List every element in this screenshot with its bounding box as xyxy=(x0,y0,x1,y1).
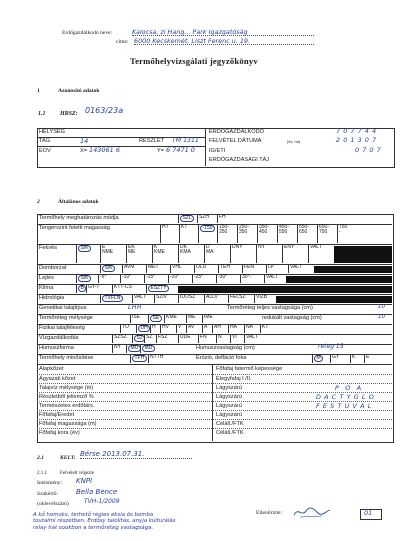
erosion_opts-option xyxy=(312,355,329,363)
fekves_opts-option xyxy=(204,245,229,263)
fofaj-eredet-label: Főfafaj/Eredet xyxy=(39,412,75,418)
water_opts-option-label: N xyxy=(218,334,222,340)
domborzat_opts-option xyxy=(266,265,287,273)
physical_opts-option-label: HV xyxy=(162,324,169,330)
erosion-label: Erózió, defláció foka xyxy=(196,355,247,361)
lejtes_opts-option xyxy=(98,275,119,283)
section3-number: 2.1 xyxy=(37,455,44,461)
intezmeny-value: KNPI xyxy=(76,477,93,485)
qualifier_opts-option-label: NTTH xyxy=(150,354,164,360)
plant-codes-row3: F E S T U V A L xyxy=(316,402,372,410)
intezmeny-label: Intézmény: xyxy=(37,480,63,486)
grid-row-line xyxy=(37,410,392,411)
depth_opts-option-label: IME xyxy=(204,314,213,320)
lejtes_opts-option-label: -30° xyxy=(218,274,228,280)
physical_opts-option-label: V xyxy=(178,324,182,330)
lejtes_opts-option-label: -10° xyxy=(122,274,132,280)
height-label: Tengerszint feletti magasság xyxy=(39,225,110,231)
section1-sub-number: 1.1 xyxy=(38,111,46,117)
domborzat_opts-option-label: VHL xyxy=(172,264,182,270)
lejtes_opts-option-label: -5° xyxy=(100,274,107,280)
erosion_opts-option-label: K xyxy=(352,354,356,360)
helyseg-label: HELYSÉG xyxy=(39,129,66,135)
depth_opts-option-label: ISE xyxy=(132,314,141,320)
fekves_opts-option-label: D MA xyxy=(206,244,214,256)
hidrologia_opts-option-label: FELSZ xyxy=(230,294,246,300)
termeszetes-label: Természetes erdőtárs. xyxy=(39,403,95,409)
method_opts-option-label: SZH xyxy=(199,214,209,220)
hidrologia_opts-option xyxy=(254,295,275,303)
height_opts-option-label: -150 xyxy=(200,225,215,232)
grid-row-line xyxy=(37,428,392,429)
height_opts-option xyxy=(198,225,216,243)
owner-value: Kalocsa, zi Hang... Park Igazgatóság xyxy=(132,29,314,36)
water_opts-option-label: FN xyxy=(200,334,207,340)
domborzat_opts-option-label: LP xyxy=(268,264,275,270)
physical_opts-option-label: A xyxy=(204,324,208,330)
domborzat_opts-option-label: FEN xyxy=(244,264,254,270)
water_opts-option xyxy=(112,335,131,343)
fekves_opts-option xyxy=(178,245,203,263)
y-label: Y= xyxy=(157,148,164,154)
domborzat_opts-option xyxy=(194,265,217,273)
hidrologia_opts-option xyxy=(228,295,253,303)
oklevel-value: TVH-1/2009 xyxy=(84,498,120,505)
fekves_opts-option xyxy=(76,245,99,263)
water_opts-option xyxy=(156,335,177,343)
kelt-value: Bérse 2013.07.31. xyxy=(80,451,192,459)
physical_opts-option xyxy=(160,325,175,333)
domborzat_opts-option xyxy=(288,265,313,273)
humus_form_opts-option xyxy=(126,345,139,353)
domborzat_opts-option-label: SIK xyxy=(102,265,115,272)
grid-row-line xyxy=(37,374,392,375)
height_opts-option-label: 750 - xyxy=(339,224,348,236)
x-label: X= xyxy=(80,148,87,154)
blacked-out-cell xyxy=(286,276,392,283)
height_opts-option-label: KT xyxy=(181,224,188,230)
hidrologia_opts-option xyxy=(178,295,203,303)
talajviz-label: Talajvíz mélysége (m) xyxy=(39,385,94,391)
fekves-label: Fekvés xyxy=(39,245,58,251)
lejtes-label: Lejtés xyxy=(39,275,54,281)
hidrologia-label: Hidrológia xyxy=(39,295,65,301)
water_opts-option-label: SZSZ xyxy=(114,334,127,340)
klima_opts-option xyxy=(76,285,85,293)
klima_opts-option xyxy=(146,285,177,293)
y-value: 6 7471 0 xyxy=(166,146,195,154)
physical_opts-option-label: TO xyxy=(122,324,129,330)
physical_opts-option-label: H xyxy=(152,324,156,330)
height_opts-option xyxy=(237,225,256,243)
plant-codes-row1: P O A xyxy=(335,384,364,392)
tag-value: 14 xyxy=(80,137,89,145)
felvetel-by-label: Felvételt végezte xyxy=(60,471,95,476)
total-depth-label: Termőréteg teljes vastagsága (cm) xyxy=(227,305,313,311)
physical_opts-option xyxy=(150,325,159,333)
address-value: 6000 Kecskemét, Liszt Ferenc u. 19. xyxy=(134,38,314,45)
depth_opts-option xyxy=(202,315,223,323)
lagyszaru-label-2: Lágyszárú xyxy=(216,394,242,400)
depth_opts-option-label: ME xyxy=(188,314,196,320)
height_opts-option xyxy=(277,225,296,243)
domborzat_opts-option xyxy=(242,265,265,273)
water_opts-option xyxy=(244,335,263,343)
method_opts-option xyxy=(178,215,196,223)
domborzat_opts-option-label: OLD xyxy=(196,264,207,270)
height_opts-option-label: 550- 650 xyxy=(299,224,310,236)
felvetel-label: FELVÉTEL DÁTUMA xyxy=(209,138,262,144)
fekves_opts-option xyxy=(152,245,177,263)
water_opts-option-label: ÜDE xyxy=(180,334,191,340)
lejtes_opts-option xyxy=(216,275,239,283)
qualifier_opts-option xyxy=(130,355,147,363)
section1-number: 1 xyxy=(37,88,40,94)
klima-label: Klíma xyxy=(39,285,54,291)
fekves_opts-option-label: DNY xyxy=(232,244,243,250)
klima_opts-option xyxy=(112,285,145,293)
domborzat_opts-option xyxy=(146,265,169,273)
erdogazdalkodo-value: 7 0 7 7 4 4 xyxy=(336,127,377,135)
hidrologia_opts-option xyxy=(204,295,227,303)
domborzat_opts-option-label: AVM xyxy=(124,264,135,270)
physical_opts-option-label: KT xyxy=(262,324,269,330)
lejtes_opts-option xyxy=(76,275,97,283)
grid-row-line xyxy=(37,419,392,420)
physical_opts-option-label: HA xyxy=(230,324,237,330)
physical-label: Fizikai talajféleség xyxy=(39,325,85,331)
reduced-depth-value: 10 xyxy=(378,314,386,320)
fekves_opts-option xyxy=(256,245,281,263)
height_opts-option xyxy=(160,225,178,243)
lejtes_opts-option-label: -15° xyxy=(146,274,156,280)
fekves_opts-option-label: ENY xyxy=(284,244,295,250)
felvetel-value: 2 0 1 3 0 7 xyxy=(336,136,377,144)
domborzat_opts-option xyxy=(100,265,121,273)
physical_opts-option xyxy=(120,325,135,333)
water_opts-option-label: SZ xyxy=(146,334,153,340)
height_opts-option-label: 250- 350 xyxy=(239,224,250,236)
domborzat_opts-option-label: TEH xyxy=(220,264,230,270)
fekves_opts-option xyxy=(308,245,333,263)
height_opts-option-label: 150- 250 xyxy=(219,224,230,236)
hidrologia_opts-option-label: ALLV xyxy=(206,294,218,300)
lejtes_opts-option-label: SIK xyxy=(78,275,91,282)
domborzat_opts-option xyxy=(170,265,193,273)
tag-label: TAG xyxy=(39,138,51,144)
klima_opts-option-label: GY-T xyxy=(88,284,100,290)
section3-sub-number: 2.1.1 xyxy=(37,471,47,476)
hidrologia_opts-option-label: VIZB xyxy=(256,294,268,300)
water_opts-option-label: FSZ xyxy=(158,334,168,340)
physical_opts-option xyxy=(136,325,149,333)
qualifier-label: Termőhely minősítése xyxy=(39,355,94,361)
domborzat_opts-option xyxy=(218,265,241,273)
fekves_opts-option xyxy=(100,245,125,263)
agyazati-label: Ágyazati kőzet xyxy=(39,376,76,382)
water_opts-option-label: VALT xyxy=(246,334,258,340)
erosion_opts-option xyxy=(364,355,377,363)
fekves_opts-option-label: VALT xyxy=(310,244,322,250)
document-title: Termőhelyvizsgálati jegyzőkönyv xyxy=(130,56,258,66)
alapkozet-label: Alapkőzet xyxy=(39,366,64,372)
height_opts-option xyxy=(337,225,356,243)
reszlet-value: TM 1311 xyxy=(172,137,199,144)
lower-divider xyxy=(212,365,213,441)
fekves_opts-option-label: NY xyxy=(258,244,265,250)
humus_form_opts-option-label: MO xyxy=(128,345,141,352)
lejtes_opts-option-label: -25° xyxy=(194,274,204,280)
plant-codes-row2: D A C T Y G L O xyxy=(316,393,375,401)
grid-row-line xyxy=(37,364,392,365)
section2-number: 2 xyxy=(37,199,40,205)
erdogazdalkodo-label: ERDŐGAZDÁLKODÓ xyxy=(209,129,265,135)
klima_opts-option-label: KTT-CS xyxy=(114,284,132,290)
height_opts-option xyxy=(179,225,197,243)
fekves_opts-option-label: E NME xyxy=(102,244,114,256)
address-label: címe: xyxy=(116,39,129,45)
height_opts-option xyxy=(317,225,336,243)
humus-thick-value: reteg 15 xyxy=(318,343,344,350)
fekves_opts-option xyxy=(230,245,255,263)
genetic-label: Genetikai talajtípus xyxy=(39,305,87,311)
total-depth-value: 10 xyxy=(378,304,386,310)
humus-form-label: Humuszforma xyxy=(39,345,74,351)
lejtes_opts-option xyxy=(168,275,191,283)
erosion_opts-option xyxy=(350,355,363,363)
humus_form_opts-option xyxy=(140,345,155,353)
physical_opts-option xyxy=(212,325,227,333)
handwritten-note: A kő homoks, terhető régies eksia ös bomba toutalmi részétben. Erdősy talolitás, anyja kulturálás relay hat sookbon a termőréteg vastagsága. xyxy=(33,512,176,531)
depth_opts-option xyxy=(148,315,163,323)
height_opts-option-label: 450- 550 xyxy=(279,224,290,236)
hidrologia_opts-option-label: SZIV xyxy=(156,294,168,300)
lejtes_opts-option xyxy=(144,275,167,283)
fekves_opts-option-label: EK ME xyxy=(128,244,136,256)
humus_form_opts-option xyxy=(112,345,125,353)
szakerto-label: Szakértő: xyxy=(37,491,59,497)
elegyfafaj-label: Elegyfafaj I./II. xyxy=(216,376,252,382)
method-label: Termőhely meghatározás módja xyxy=(39,215,119,221)
lejtes_opts-option-label: -20° xyxy=(170,274,180,280)
domborzat_opts-option-label: MET xyxy=(148,264,159,270)
blacked-out-cell xyxy=(276,296,392,303)
section1-title: Azonosító adatok xyxy=(58,88,100,94)
physical_opts-option-label: NA xyxy=(246,324,253,330)
lagyszaru-label-1: Lágyszárú xyxy=(216,385,242,391)
lagyszaru-label-4: Lágyszárú xyxy=(216,412,242,418)
klima_opts-option-label: ESZTY xyxy=(148,285,169,292)
lejtes_opts-option xyxy=(120,275,143,283)
fofaj-kora-label: Főfafaj kora (év) xyxy=(39,430,80,436)
water-label: Vízgazdálkodás xyxy=(39,335,79,341)
blacked-out-cell xyxy=(178,286,392,293)
taj-label: ERDŐGAZDASÁGI TÁJ xyxy=(209,157,270,163)
reduced-depth-label: redukált vastagság (cm) xyxy=(262,315,322,321)
lejtes_opts-option xyxy=(192,275,215,283)
lejtes_opts-option-label: 30°- xyxy=(242,274,252,280)
depth-label: Termőréteg mélysége xyxy=(39,315,93,321)
depth_opts-option xyxy=(186,315,201,323)
physical_opts-option-label: AV xyxy=(188,324,195,330)
humus_form_opts-option-label: NY xyxy=(114,344,121,350)
x-value: 143061 6 xyxy=(89,146,121,154)
ellenorizte-label: Ellenőrizte: xyxy=(256,510,283,516)
lejtes_opts-option xyxy=(240,275,263,283)
physical_opts-option xyxy=(176,325,185,333)
physical_opts-option-label: AH xyxy=(214,324,221,330)
hidrologia_opts-option xyxy=(132,295,153,303)
domborzat-label: Domborzat xyxy=(39,265,67,271)
lejtes_opts-option-label: VALT xyxy=(266,274,278,280)
physical_opts-option xyxy=(260,325,273,333)
grid-row-line xyxy=(37,304,392,305)
hidrologia_opts-option xyxy=(100,295,131,303)
ellenorizte-signature xyxy=(292,505,332,519)
erosion_opts-option-label: E xyxy=(366,354,370,360)
lejtes_opts-option xyxy=(264,275,285,283)
qualifier_opts-option xyxy=(148,355,169,363)
method_opts-option-label: FH xyxy=(219,214,226,220)
owner-label: Erdőgazdálkodó neve: xyxy=(62,30,113,36)
humus_form_opts-option-label: MU xyxy=(142,345,155,352)
water_opts-option xyxy=(144,335,155,343)
qualifier_opts-option-label: TFH xyxy=(132,355,147,362)
felvetel-unit: (év, hó) xyxy=(287,139,301,144)
section2-title: Általános adatok xyxy=(58,199,99,205)
reszletbol-label: Részletből jellemző % xyxy=(39,394,94,400)
hidrologia_opts-option-label: IDOSZ xyxy=(180,294,196,300)
hrsz-label: HRSZ: xyxy=(60,111,78,117)
reszlet-label: RÉSZLET xyxy=(139,138,165,144)
fekves_opts-option-label: SIK xyxy=(78,245,91,252)
depth_opts-option-label: KME xyxy=(166,314,177,320)
height_opts-option-label: HT xyxy=(162,224,169,230)
fekves_opts-option-label: DK KMA xyxy=(180,244,191,256)
method_opts-option-label: SZL xyxy=(180,215,194,222)
height_opts-option xyxy=(217,225,236,243)
height_opts-option xyxy=(257,225,276,243)
kelt-label: KELT: xyxy=(60,455,76,461)
celall-label-1: Céláll./FTK xyxy=(216,421,244,427)
physical_opts-option xyxy=(228,325,243,333)
fofaj-magassag-label: Főfafaj magassága (m) xyxy=(39,421,97,427)
erosion_opts-option xyxy=(330,355,349,363)
id-table-divider xyxy=(205,128,206,166)
fofaj-faterm-label: Főfafaj fatermő képessége xyxy=(216,366,283,372)
humus-thick-label: Humuszvastagság (cm) xyxy=(196,345,255,351)
depth_opts-option xyxy=(164,315,185,323)
page-box-value: 01 xyxy=(364,509,373,517)
szakerto-value: Bella Bence xyxy=(76,488,118,496)
water_opts-option xyxy=(198,335,215,343)
height_opts-option-label: 650- 750 xyxy=(319,224,330,236)
physical_opts-option xyxy=(186,325,201,333)
domborzat_opts-option-label: VALT xyxy=(290,264,302,270)
hidrologia_opts-option-label: TVFLN xyxy=(102,295,123,302)
celall-label-2: Céláll./FTK xyxy=(216,430,244,436)
oklevel-label: (oklevélszám) xyxy=(37,501,69,507)
water_opts-option-label: SZ xyxy=(134,335,145,342)
height_opts-option-label: 350- 450 xyxy=(259,224,270,236)
eov-label: EOV xyxy=(39,148,51,154)
erosion_opts-option-label: M xyxy=(314,355,323,362)
fekves_opts-option xyxy=(282,245,307,263)
water_opts-option xyxy=(178,335,197,343)
hidrologia_opts-option xyxy=(154,295,177,303)
physical_opts-option-label: DH xyxy=(138,325,150,332)
domborzat_opts-option xyxy=(122,265,145,273)
klima_opts-option-label: B xyxy=(78,285,86,292)
method_opts-option xyxy=(217,215,366,223)
depth_opts-option xyxy=(130,315,147,323)
fekves_opts-option xyxy=(126,245,151,263)
water_opts-option-label: VI xyxy=(232,334,237,340)
height_opts-option xyxy=(297,225,316,243)
genetic-value: LHH xyxy=(128,304,142,311)
blacked-out-cell xyxy=(314,266,392,273)
water_opts-option xyxy=(216,335,229,343)
klima_opts-option xyxy=(86,285,111,293)
water_opts-option xyxy=(132,335,143,343)
physical_opts-option xyxy=(202,325,211,333)
ig-eti-value: 0 7 0 7 xyxy=(355,146,382,154)
water_opts-option xyxy=(230,335,243,343)
hrsz-value: 0163/23a xyxy=(85,106,124,115)
hidrologia_opts-option-label: VALT xyxy=(134,294,146,300)
blacked-out-cell xyxy=(334,246,392,263)
fekves_opts-option-label: K KME xyxy=(154,244,165,256)
depth_opts-option-label: SE xyxy=(150,315,162,322)
physical_opts-option xyxy=(244,325,259,333)
method_opts-option xyxy=(197,215,216,223)
ig-eti-label: IG/ETI xyxy=(209,148,226,154)
erosion_opts-option-label: GY xyxy=(332,354,340,360)
lagyszaru-label-3: Lágyszárú xyxy=(216,403,242,409)
